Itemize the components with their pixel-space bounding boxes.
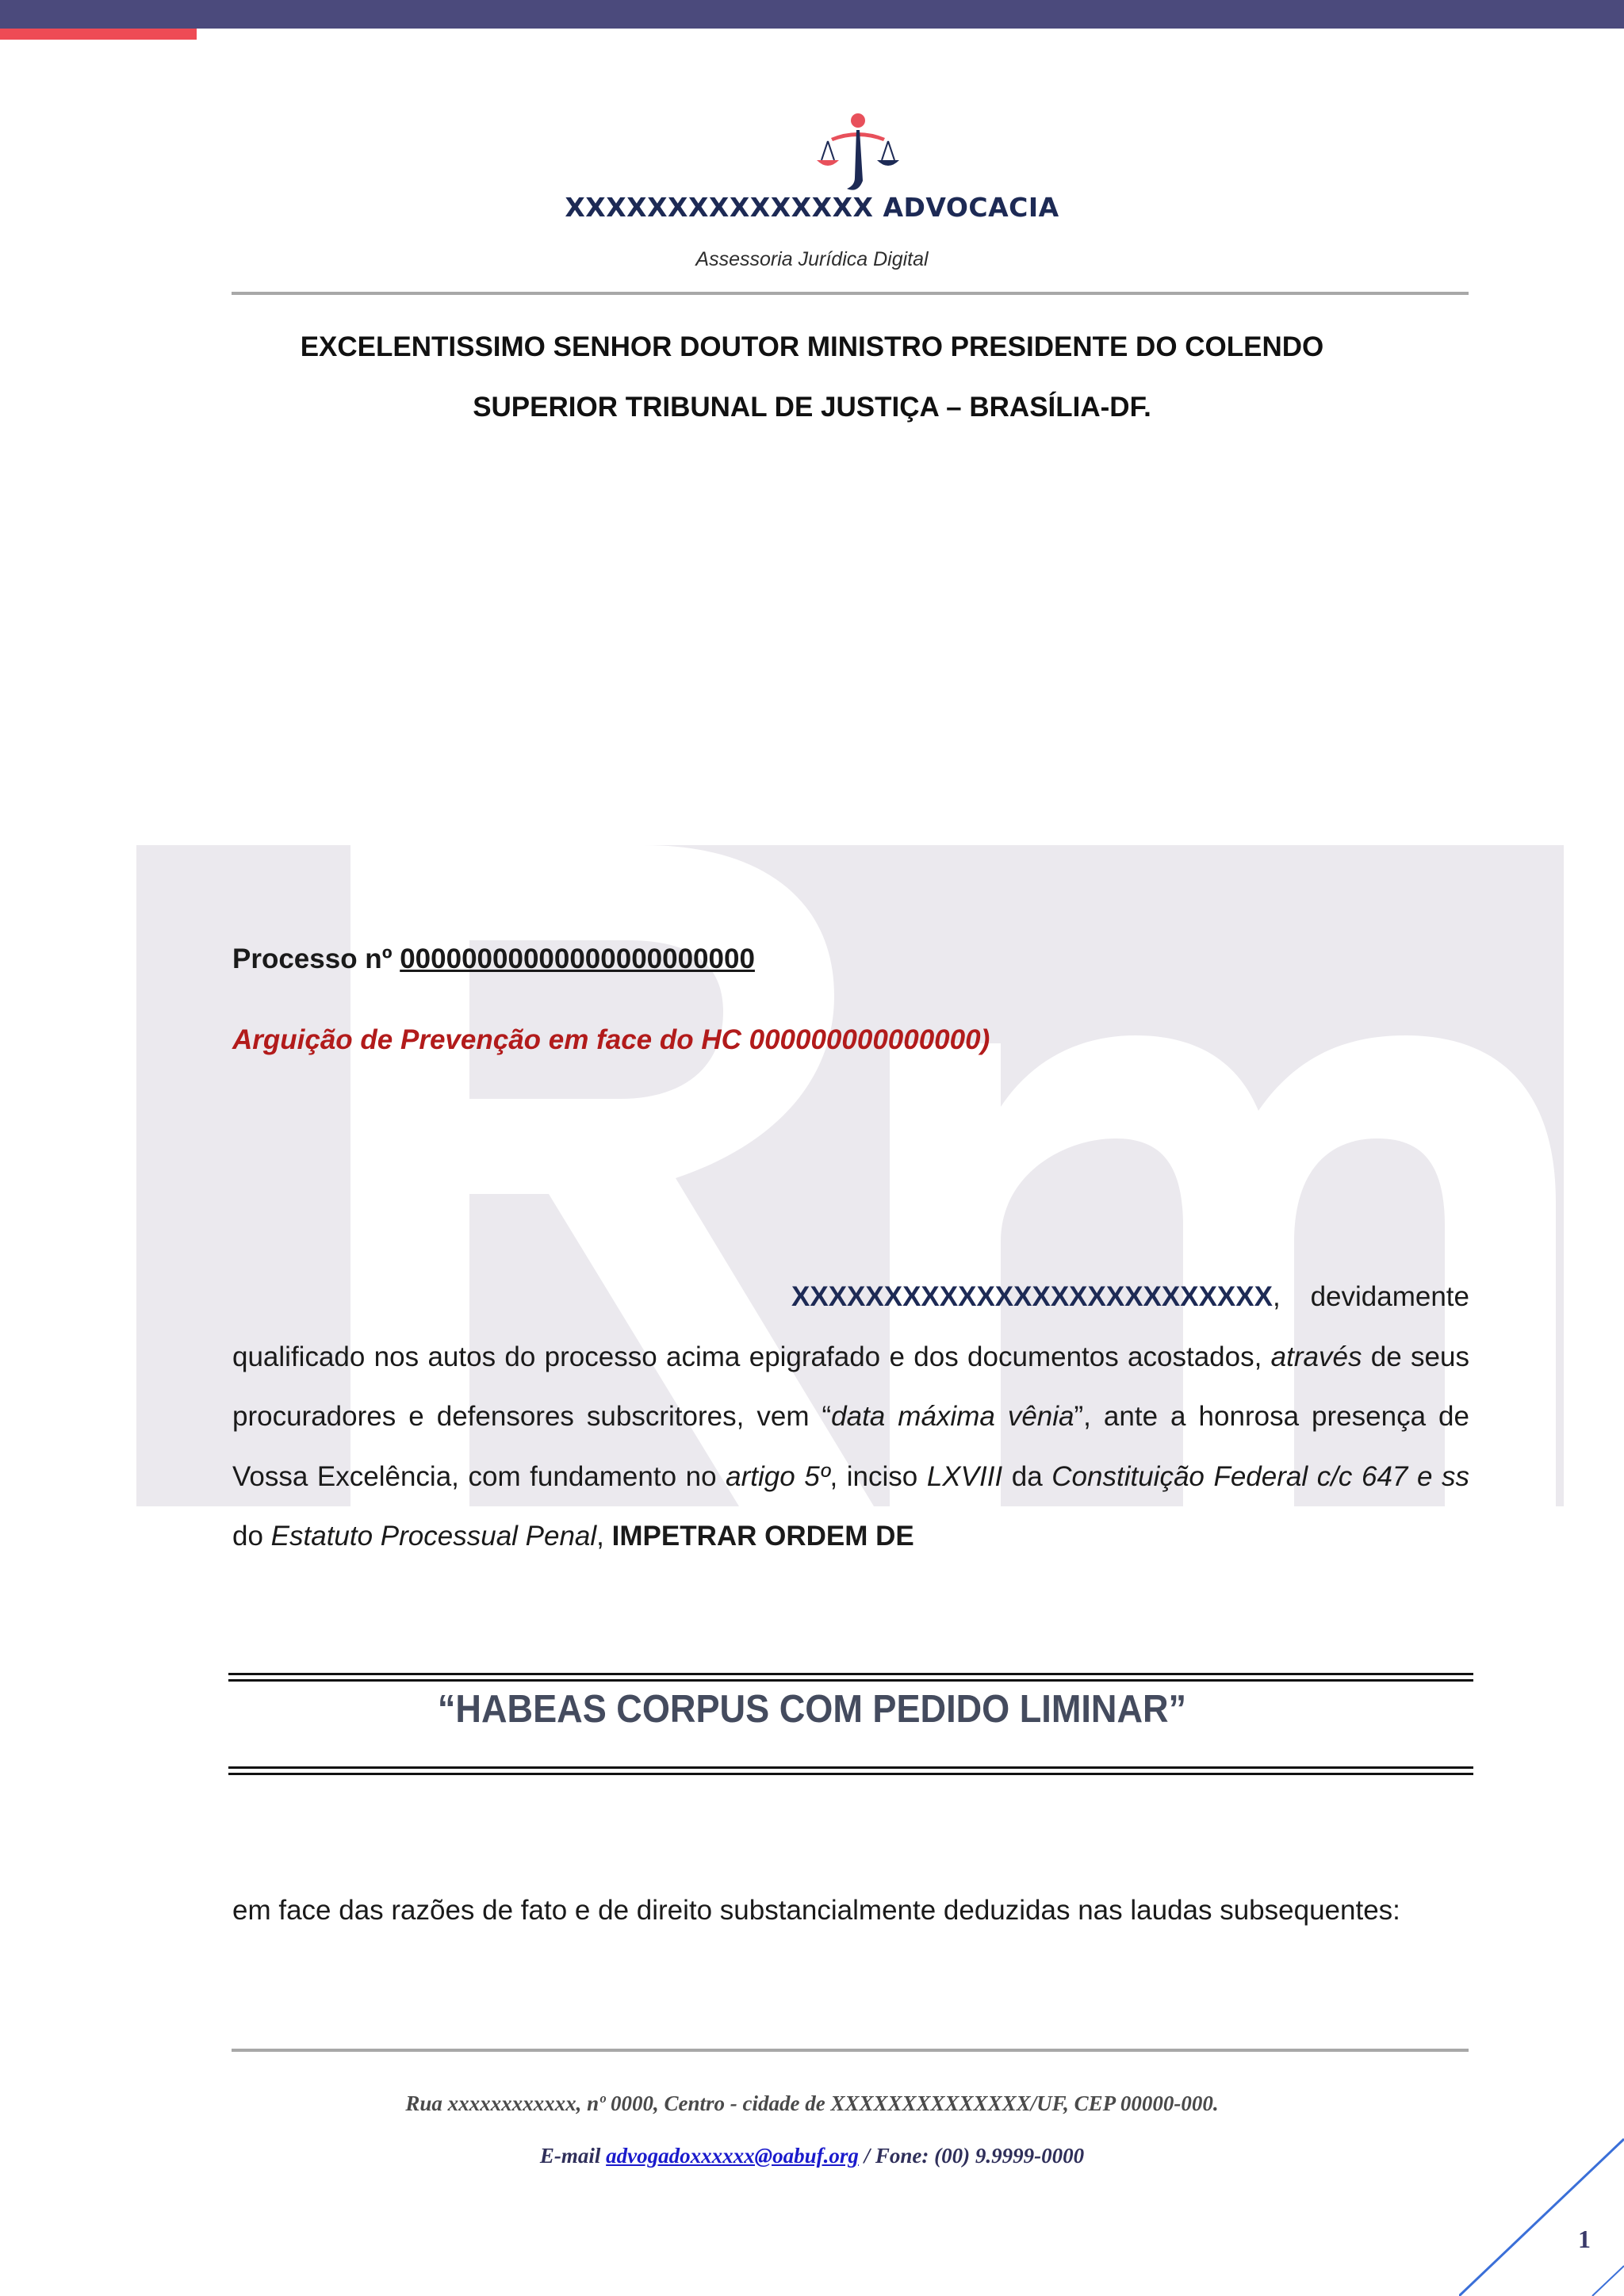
- title-rule-top-1: [228, 1673, 1473, 1675]
- page-number: 1: [1578, 2225, 1591, 2253]
- paragraph-text: da: [1002, 1460, 1052, 1492]
- phone-text: / Fone: (00) 9.9999-0000: [864, 2144, 1085, 2168]
- top-bar: [0, 0, 1624, 29]
- firm-name: XXXXXXXXXXXXXXX ADVOCACIA: [565, 192, 1059, 223]
- header-divider: [232, 292, 1469, 295]
- title-rule-top-2: [228, 1679, 1473, 1682]
- paragraph-italic: Constituição Federal c/c 647 e ss: [1051, 1460, 1469, 1492]
- paragraph-text: , inciso: [829, 1460, 927, 1492]
- footer-address: Rua xxxxxxxxxxxx, nº 0000, Centro - cidade de XXXXXXXXXXXXXX/UF, CEP 00000-000.: [405, 2091, 1219, 2115]
- addressee-line-2: SUPERIOR TRIBUNAL DE JUSTIÇA – BRASÍLIA-DF.: [473, 392, 1151, 423]
- processo-label: Processo nº: [232, 943, 393, 974]
- paragraph-text: do: [232, 1521, 271, 1552]
- paragraph-italic: Estatuto Processual Penal: [270, 1521, 597, 1552]
- paragraph-italic: data máxima vênia: [831, 1401, 1074, 1432]
- processo-value: 00000000000000000000000: [400, 943, 755, 974]
- paragraph-text: ,: [596, 1521, 612, 1552]
- title-rule-bottom-2: [228, 1773, 1473, 1775]
- paragraph-italic: LXVIII: [926, 1460, 1003, 1492]
- paragraph-italic: através: [1270, 1341, 1362, 1372]
- paragraph-text: , devidamente qualificado nos autos do processo acima epigrafado e dos documentos acostados,: [232, 1281, 1469, 1372]
- habeas-corpus-title: “HABEAS CORPUS COM PEDIDO LIMINAR”: [437, 1688, 1187, 1731]
- addressee-line-1: EXCELENTISSIMO SENHOR DOUTOR MINISTRO PRESIDENTE DO COLENDO: [300, 331, 1324, 362]
- impetrar-ordem: IMPETRAR ORDEM DE: [611, 1521, 914, 1552]
- email-label: E-mail: [539, 2144, 601, 2168]
- email-link[interactable]: advogadoxxxxxx@oabuf.org: [606, 2144, 859, 2168]
- paragraph-text: ”, ante a honrosa presença de Vossa Excelência, com fundamento no: [232, 1401, 1469, 1492]
- arguicao-prevencao: Arguição de Prevenção em face do HC 000000000000000): [232, 1024, 990, 1055]
- footer-contact: [0, 2144, 1624, 2168]
- firm-subtitle: Assessoria Jurídica Digital: [695, 248, 929, 270]
- closing-paragraph: em face das razões de fato e de direito substancialmente deduzidas nas laudas subsequentes:: [232, 1895, 1400, 1926]
- footer-divider: [232, 2049, 1469, 2052]
- corner-decoration: [1459, 2093, 1624, 2296]
- paragraph-text: de seus procuradores e defensores subscritores, vem “: [232, 1341, 1469, 1432]
- paragraph-italic: artigo 5º: [726, 1460, 830, 1492]
- top-accent-bar: [0, 29, 197, 40]
- title-rule-bottom-1: [228, 1766, 1473, 1769]
- scales-of-justice-logo-icon: [807, 109, 909, 198]
- client-name: XXXXXXXXXXXXXXXXXXXXXXXXXX: [791, 1281, 1273, 1312]
- intro-paragraph: [232, 1267, 1469, 1567]
- processo-number: [232, 943, 1469, 975]
